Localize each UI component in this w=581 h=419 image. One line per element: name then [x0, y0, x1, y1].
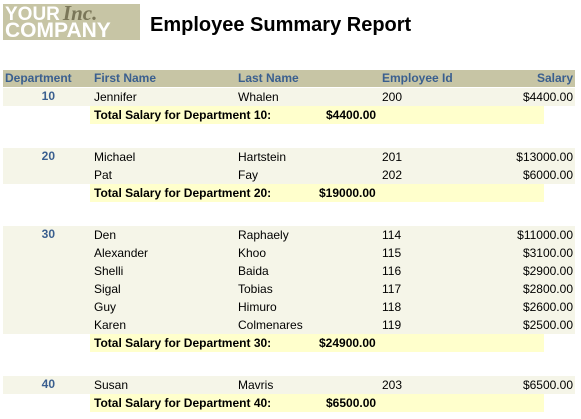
department-number: 30 [41, 227, 55, 241]
salary-cell: $6500.00 [522, 378, 573, 392]
salary-cell: $2500.00 [522, 318, 573, 332]
total-value: $24900.00 [319, 336, 376, 350]
first-name-cell: Karen [94, 318, 127, 332]
department-group [3, 376, 575, 412]
last-name-cell: Baida [238, 264, 269, 278]
department-group [3, 226, 575, 352]
table-row [90, 148, 575, 166]
department-total-row [90, 394, 544, 412]
employee-id-cell: 118 [382, 300, 402, 314]
employee-id-cell: 201 [382, 150, 403, 164]
employee-id-cell: 200 [382, 90, 403, 104]
total-label: Total Salary for Department 40: [94, 396, 272, 410]
department-cell [3, 376, 90, 394]
first-name-cell: Guy [94, 300, 117, 314]
department-total-row [90, 184, 544, 202]
employee-id-cell: 116 [382, 264, 402, 278]
employee-id-cell: 115 [382, 246, 402, 260]
total-label: Total Salary for Department 20: [94, 186, 272, 200]
salary-cell: $6000.00 [522, 168, 573, 182]
employee-id-cell: 203 [382, 378, 403, 392]
department-cell [3, 226, 90, 334]
table-row [90, 316, 575, 334]
department-total-row [90, 334, 544, 352]
first-name-cell: Michael [94, 150, 136, 164]
first-name-cell: Jennifer [94, 90, 137, 104]
department-group [3, 148, 575, 202]
last-name-cell: Hartstein [238, 150, 287, 164]
total-value: $4400.00 [326, 108, 377, 122]
last-name-cell: Tobias [238, 282, 273, 296]
department-number: 40 [41, 377, 55, 391]
total-label: Total Salary for Department 10: [94, 108, 272, 122]
department-group [3, 88, 575, 124]
table-row [90, 226, 575, 244]
first-name-cell: Den [94, 228, 117, 242]
table-row [90, 244, 575, 262]
last-name-cell: Khoo [238, 246, 267, 260]
last-name-cell: Himuro [238, 300, 277, 314]
table-row [90, 376, 575, 394]
salary-cell: $4400.00 [522, 90, 573, 104]
header-first-name: First Name [94, 71, 157, 85]
salary-cell: $3100.00 [522, 246, 573, 260]
table-row [90, 88, 575, 106]
salary-cell: $13000.00 [516, 150, 573, 164]
first-name-cell: Pat [94, 168, 113, 182]
header-salary: Salary [536, 71, 573, 85]
department-cell [3, 148, 90, 184]
last-name-cell: Raphaely [238, 228, 289, 242]
header-last-name: Last Name [238, 71, 299, 85]
logo-inc-text: Inc. [62, 4, 98, 25]
total-value: $6500.00 [326, 396, 377, 410]
employee-id-cell: 117 [382, 282, 402, 296]
first-name-cell: Susan [94, 378, 129, 392]
header-employee-id: Employee Id [382, 71, 453, 85]
last-name-cell: Fay [238, 168, 259, 182]
total-label: Total Salary for Department 30: [94, 336, 272, 350]
header-department: Department [5, 71, 72, 85]
last-name-cell: Mavris [238, 378, 274, 392]
table-row [90, 280, 575, 298]
table-row [90, 262, 575, 280]
table-row [90, 166, 575, 184]
department-total-row [90, 106, 544, 124]
first-name-cell: Alexander [94, 246, 149, 260]
employee-id-cell: 202 [382, 168, 403, 182]
department-cell [3, 88, 90, 106]
department-number: 10 [41, 89, 55, 103]
logo-text-top: YOUR Inc. [5, 4, 97, 22]
salary-cell: $2900.00 [522, 264, 573, 278]
logo-text-bottom: COMPANY [5, 19, 111, 40]
table-row [90, 298, 575, 316]
department-number: 20 [41, 149, 55, 163]
first-name-cell: Shelli [94, 264, 124, 278]
last-name-cell: Colmenares [238, 318, 303, 332]
employee-id-cell: 119 [382, 318, 402, 332]
total-value: $19000.00 [319, 186, 376, 200]
employee-id-cell: 114 [382, 228, 402, 242]
first-name-cell: Sigal [94, 282, 121, 296]
salary-cell: $11000.00 [517, 228, 573, 242]
report-title: Employee Summary Report [150, 14, 412, 36]
salary-cell: $2600.00 [522, 300, 573, 314]
company-logo [3, 4, 140, 40]
table-header [3, 70, 575, 87]
salary-cell: $2800.00 [522, 282, 573, 296]
last-name-cell: Whalen [238, 90, 279, 104]
